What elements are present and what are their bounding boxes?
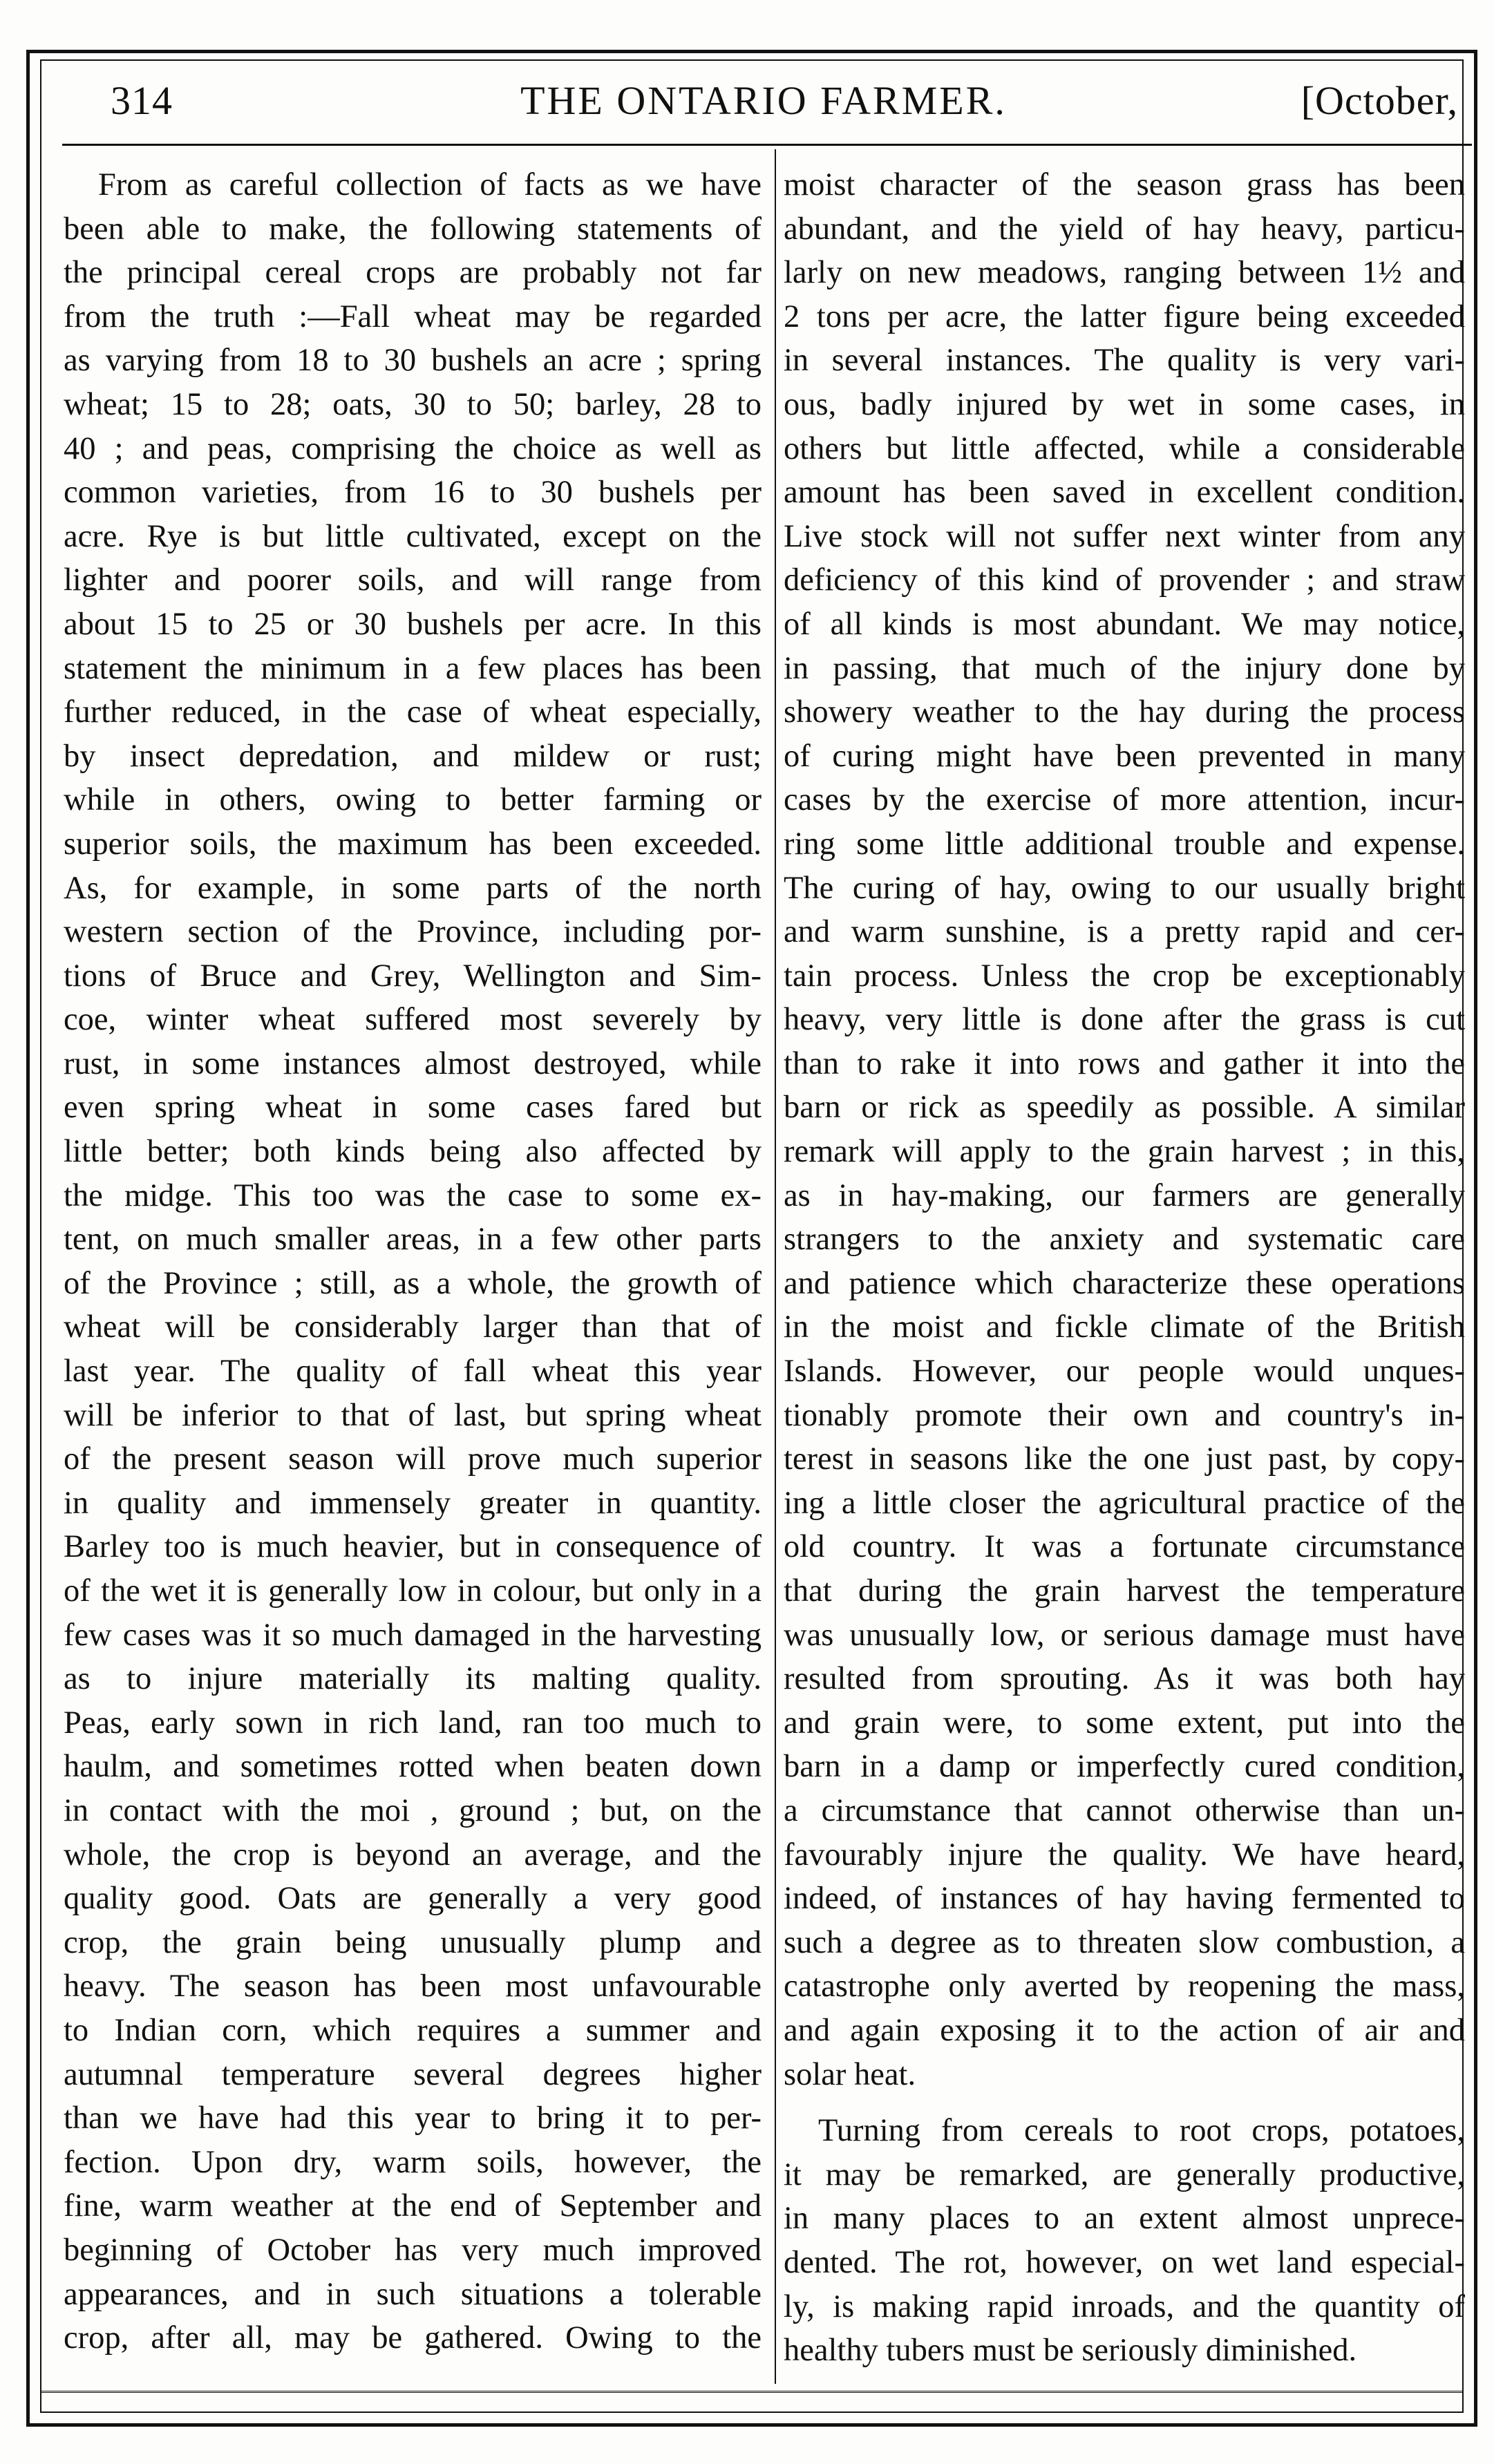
- text-line: last year. The quality of fall wheat this year: [64, 1354, 762, 1390]
- text-line: of the Province ; still, as a whole, the growth of: [64, 1265, 762, 1301]
- text-line: strangers to the anxiety and systematic care: [784, 1222, 1465, 1258]
- right-column: [784, 163, 1465, 2381]
- text-line: lighter and poorer soils, and will range from: [64, 562, 762, 598]
- text-line: others but little affected, while a considerable: [784, 430, 1465, 466]
- text-line: even spring wheat in some cases fared but: [64, 1090, 762, 1126]
- text-line: it may be remarked, are generally productive,: [784, 2157, 1465, 2192]
- text-line: Islands. However, our people would unques-: [784, 1354, 1465, 1390]
- text-line: of curing might have been prevented in many: [784, 738, 1465, 774]
- text-line: crop, the grain being unusually plump and: [64, 1924, 762, 1960]
- text-line: beginning of October has very much improved: [64, 2232, 762, 2268]
- footer-rule: [40, 2391, 1464, 2393]
- text-line: old country. It was a fortunate circumstance: [784, 1529, 1465, 1565]
- text-line: as to injure materially its malting quality.: [64, 1661, 762, 1697]
- text-line: as in hay-making, our farmers are generally: [784, 1177, 1465, 1213]
- text-line: autumnal temperature several degrees higher: [64, 2056, 762, 2092]
- text-line: ing a little closer the agricultural practice of the: [784, 1485, 1465, 1521]
- text-line: wheat will be considerably larger than that of: [64, 1309, 762, 1345]
- text-line: abundant, and the yield of hay heavy, particu-: [784, 211, 1465, 247]
- text-line: such a degree as to threaten slow combustion, a: [784, 1924, 1465, 1960]
- text-line: been able to make, the following statements of: [64, 211, 762, 247]
- text-line: in contact with the moi , ground ; but, on the: [64, 1792, 762, 1828]
- text-line: and patience which characterize these operations: [784, 1265, 1465, 1301]
- text-line: solar heat.: [784, 2056, 916, 2092]
- text-line: than we have had this year to bring it to per-: [64, 2101, 762, 2136]
- text-line: ly, is making rapid inroads, and the quantity of: [784, 2288, 1465, 2324]
- text-line: Turning from cereals to root crops, potatoes,: [818, 2113, 1465, 2149]
- text-line: and again exposing it to the action of air and: [784, 2012, 1465, 2048]
- text-line: heavy. The season has been most unfavourable: [64, 1969, 762, 2005]
- text-line: coe, winter wheat suffered most severely by: [64, 1002, 762, 1038]
- text-line: terest in seasons like the one just past, by copy-: [784, 1441, 1465, 1477]
- text-line: the principal cereal crops are probably not far: [64, 255, 762, 291]
- text-line: statement the minimum in a few places has been: [64, 650, 762, 686]
- text-line: from the truth :—Fall wheat may be regarded: [64, 298, 762, 334]
- text-line: of all kinds is most abundant. We may notice,: [784, 606, 1465, 642]
- text-line: fine, warm weather at the end of September and: [64, 2188, 762, 2224]
- left-column: [64, 163, 762, 2381]
- issue-month: [October,: [1301, 78, 1458, 123]
- page-number: 314: [111, 78, 173, 123]
- text-line: favourably injure the quality. We have heard,: [784, 1837, 1465, 1873]
- text-line: appearances, and in such situations a tolerable: [64, 2276, 762, 2312]
- text-line: fection. Upon dry, warm soils, however, the: [64, 2144, 762, 2180]
- text-line: As, for example, in some parts of the north: [64, 870, 762, 906]
- text-line: amount has been saved in excellent condition.: [784, 475, 1465, 511]
- text-line: tionably promote their own and country's in-: [784, 1397, 1465, 1433]
- text-line: about 15 to 25 or 30 bushels per acre. In this: [64, 606, 762, 642]
- text-line: the midge. This too was the case to some ex-: [64, 1177, 762, 1213]
- text-line: western section of the Province, including por-: [64, 914, 762, 950]
- text-line: 2 tons per acre, the latter figure being exceeded: [784, 298, 1465, 334]
- text-line: ous, badly injured by wet in some cases, in: [784, 386, 1465, 422]
- text-line: remark will apply to the grain harvest ; in this,: [784, 1134, 1465, 1170]
- text-line: heavy, very little is done after the grass is cut: [784, 1002, 1465, 1038]
- text-line: dented. The rot, however, on wet land especial-: [784, 2244, 1465, 2280]
- text-line: rust, in some instances almost destroyed, while: [64, 1045, 762, 1081]
- text-line: little better; both kinds being also affected by: [64, 1134, 762, 1170]
- text-line: Peas, early sown in rich land, ran too much to: [64, 1705, 762, 1741]
- text-line: showery weather to the hay during the process: [784, 694, 1465, 730]
- column-divider: [775, 149, 776, 2384]
- text-line: will be inferior to that of last, but spring wheat: [64, 1397, 762, 1433]
- text-line: cases by the exercise of more attention, incur-: [784, 782, 1465, 818]
- text-line: in passing, that much of the injury done by: [784, 650, 1465, 686]
- text-line: resulted from sprouting. As it was both hay: [784, 1661, 1465, 1697]
- text-line: deficiency of this kind of provender ; and straw: [784, 562, 1465, 598]
- text-line: Barley too is much heavier, but in consequence of: [64, 1529, 762, 1565]
- text-line: moist character of the season grass has been: [784, 167, 1465, 202]
- text-line: haulm, and sometimes rotted when beaten down: [64, 1749, 762, 1785]
- text-line: than to rake it into rows and gather it into the: [784, 1045, 1465, 1081]
- journal-title: THE ONTARIO FARMER.: [520, 78, 1007, 123]
- text-line: From as careful collection of facts as we have: [98, 167, 762, 202]
- text-line: in the moist and fickle climate of the British: [784, 1309, 1465, 1345]
- text-line: Live stock will not suffer next winter from any: [784, 518, 1465, 554]
- text-line: tions of Bruce and Grey, Wellington and Sim-: [64, 958, 762, 994]
- text-line: catastrophe only averted by reopening the mass,: [784, 1969, 1465, 2005]
- text-line: wheat; 15 to 28; oats, 30 to 50; barley, 28 to: [64, 386, 762, 422]
- text-line: in quality and immensely greater in quantity.: [64, 1485, 762, 1521]
- text-line: ring some little additional trouble and expense.: [784, 826, 1465, 862]
- text-line: was unusually low, or serious damage must have: [784, 1617, 1465, 1653]
- text-line: of the wet it is generally low in colour, but only in a: [64, 1573, 762, 1609]
- header-rule: [62, 144, 1472, 146]
- text-line: quality good. Oats are generally a very good: [64, 1881, 762, 1917]
- text-line: whole, the crop is beyond an average, and the: [64, 1837, 762, 1873]
- text-line: and warm sunshine, is a pretty rapid and cer-: [784, 914, 1465, 950]
- text-line: crop, after all, may be gathered. Owing to the: [64, 2320, 762, 2356]
- text-line: common varieties, from 16 to 30 bushels per: [64, 475, 762, 511]
- text-line: 40 ; and peas, comprising the choice as well as: [64, 430, 762, 466]
- text-line: larly on new meadows, ranging between 1½ and: [784, 255, 1465, 291]
- text-line: barn or rick as speedily as possible. A similar: [784, 1090, 1465, 1126]
- text-line: tent, on much smaller areas, in a few other parts: [64, 1222, 762, 1258]
- text-line: while in others, owing to better farming or: [64, 782, 762, 818]
- text-line: of the present season will prove much superior: [64, 1441, 762, 1477]
- text-line: and grain were, to some extent, put into the: [784, 1705, 1465, 1741]
- text-line: The curing of hay, owing to our usually bright: [784, 870, 1465, 906]
- text-line: few cases was it so much damaged in the harvesting: [64, 1617, 762, 1653]
- text-line: that during the grain harvest the temperature: [784, 1573, 1465, 1609]
- text-line: superior soils, the maximum has been exceeded.: [64, 826, 762, 862]
- text-line: in several instances. The quality is very vari-: [784, 343, 1465, 379]
- text-line: healthy tubers must be seriously diminished.: [784, 2333, 1357, 2369]
- text-line: as varying from 18 to 30 bushels an acre ; spring: [64, 343, 762, 379]
- text-line: further reduced, in the case of wheat especially,: [64, 694, 762, 730]
- text-line: tain process. Unless the crop be exceptionably: [784, 958, 1465, 994]
- paragraph-gap: [784, 2096, 1465, 2109]
- text-line: indeed, of instances of hay having fermented to: [784, 1881, 1465, 1917]
- text-line: acre. Rye is but little cultivated, except on the: [64, 518, 762, 554]
- text-line: to Indian corn, which requires a summer and: [64, 2012, 762, 2048]
- text-line: by insect depredation, and mildew or rust;: [64, 738, 762, 774]
- text-line: a circumstance that cannot otherwise than un-: [784, 1792, 1465, 1828]
- text-line: in many places to an extent almost unprece-: [784, 2201, 1465, 2237]
- text-line: barn in a damp or imperfectly cured condition,: [784, 1749, 1465, 1785]
- page-header: [62, 77, 1465, 140]
